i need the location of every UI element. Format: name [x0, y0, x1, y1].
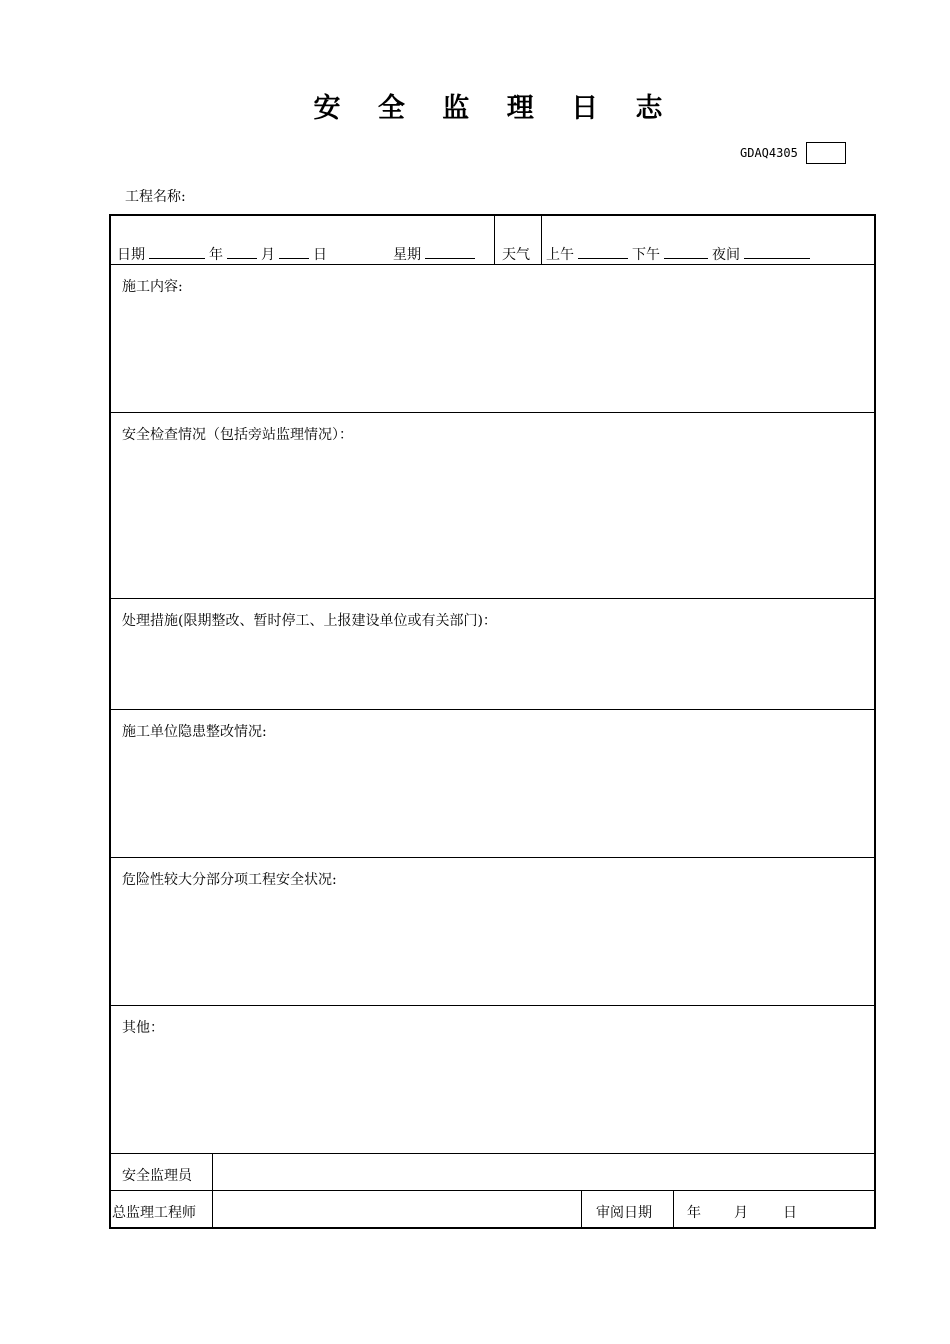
measures-label: 处理措施(限期整改、暂时停工、上报建设单位或有关部门)： [122, 613, 497, 629]
date-field-group [117, 244, 327, 264]
review-month-label: 月 [734, 1205, 748, 1221]
safety-supervisor-label: 安全监理员 [122, 1168, 192, 1184]
day-blank[interactable] [279, 244, 309, 259]
date-blank[interactable] [149, 244, 205, 259]
row-divider [111, 709, 874, 710]
page-title: 安 全 监 理 日 志 [313, 93, 677, 124]
row-divider [111, 1190, 874, 1191]
row-divider [111, 264, 874, 265]
rectification-label: 施工单位隐患整改情况: [122, 724, 267, 740]
morning-blank[interactable] [578, 244, 628, 259]
night-label: 夜间 [712, 247, 740, 263]
day-label: 日 [313, 247, 327, 263]
column-divider [212, 1153, 213, 1227]
other-label: 其他： [122, 1020, 164, 1036]
row-divider [111, 598, 874, 599]
column-divider [673, 1190, 674, 1227]
weather-field-group [546, 244, 814, 264]
weather-label: 天气 [502, 247, 530, 263]
row-divider [111, 412, 874, 413]
chief-engineer-label: 总监理工程师 [112, 1205, 196, 1221]
morning-label: 上午 [546, 247, 574, 263]
project-name-label: 工程名称: [125, 189, 186, 205]
night-blank[interactable] [744, 244, 810, 259]
weekday-blank[interactable] [425, 244, 475, 259]
month-label: 月 [261, 247, 275, 263]
log-form-table [109, 214, 876, 1229]
review-year-label: 年 [687, 1205, 701, 1221]
form-code: GDAQ4305 [740, 146, 798, 160]
weekday-label: 星期 [393, 247, 421, 263]
afternoon-label: 下午 [632, 247, 660, 263]
column-divider [541, 216, 542, 264]
review-date-label: 审阅日期 [596, 1205, 652, 1221]
date-label: 日期 [117, 247, 145, 263]
month-blank[interactable] [227, 244, 257, 259]
construction-content-label: 施工内容: [122, 279, 183, 295]
row-divider [111, 1153, 874, 1154]
column-divider [494, 216, 495, 264]
column-divider [581, 1190, 582, 1227]
review-day-label: 日 [783, 1205, 797, 1221]
form-number-box[interactable] [806, 142, 846, 164]
weekday-field-group [393, 244, 479, 264]
major-works-label: 危险性较大分部分项工程安全状况: [122, 872, 337, 888]
afternoon-blank[interactable] [664, 244, 708, 259]
row-divider [111, 857, 874, 858]
year-label: 年 [209, 247, 223, 263]
safety-inspection-label: 安全检查情况（包括旁站监理情况）： [122, 427, 353, 443]
row-divider [111, 1005, 874, 1006]
